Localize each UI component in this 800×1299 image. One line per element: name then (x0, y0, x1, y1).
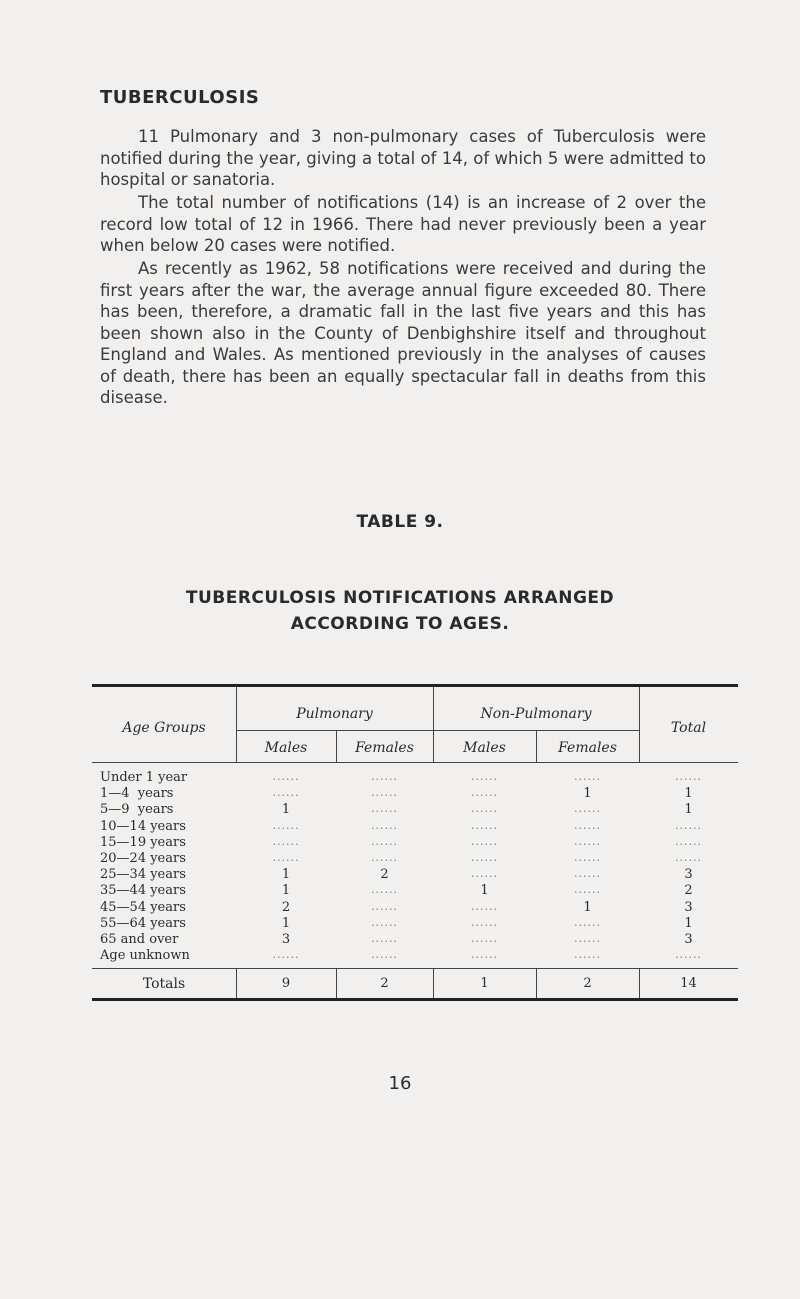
header-bottom-rule (92, 762, 738, 763)
age-group-label: 45—54 years (100, 899, 186, 915)
header-pulmonary-females: Females (355, 740, 414, 756)
cell-non-pulmonary-males-empty: ...... (471, 802, 498, 816)
table-row (92, 867, 738, 883)
cell-non-pulmonary-females: 1 (583, 899, 592, 915)
totals-non-pulmonary-males: 1 (480, 976, 489, 991)
cell-total: 3 (684, 932, 693, 947)
table-title-line-2: ACCORDING TO AGES. (290, 614, 510, 634)
vline-header-5 (639, 687, 640, 762)
cell-total: 1 (684, 915, 693, 931)
header-non-pulmonary-females: Females (558, 740, 617, 756)
cell-non-pulmonary-males: 1 (480, 883, 489, 899)
header-pulmonary-males: Males (264, 740, 308, 756)
cell-pulmonary-males-empty: ...... (272, 948, 300, 962)
cell-pulmonary-females-empty: ...... (371, 932, 398, 945)
cell-total: 1 (684, 786, 693, 802)
cell-non-pulmonary-males-empty: ...... (471, 786, 498, 800)
cell-pulmonary-males: 1 (281, 802, 291, 818)
cell-pulmonary-males: 1 (281, 915, 291, 931)
table-row (92, 802, 738, 818)
cell-pulmonary-females: 2 (380, 867, 389, 883)
paragraph-1: 11 Pulmonary and 3 non-pulmonary cases of Tuberculosis were notified during the year, giving a total of 14, of which 5 were admitted to hospital or sanatoria. (100, 127, 706, 189)
cell-non-pulmonary-females-empty: ...... (574, 932, 601, 945)
age-group-label: 55—64 years (100, 915, 186, 931)
cell-pulmonary-males: 1 (281, 883, 291, 899)
section-heading: TUBERCULOSIS (100, 87, 260, 108)
age-group-label: 5—9 years (100, 802, 174, 818)
totals-label: Totals (142, 976, 186, 992)
cell-non-pulmonary-females-empty: ...... (574, 883, 601, 897)
table-row (92, 835, 738, 851)
cell-pulmonary-females-empty: ...... (371, 802, 398, 816)
cell-pulmonary-females-empty: ...... (371, 770, 398, 783)
cell-non-pulmonary-females-empty: ...... (574, 851, 601, 864)
age-group-label: 10—14 years (100, 818, 186, 834)
cell-total-empty: ...... (675, 834, 702, 848)
cell-non-pulmonary-females-empty: ...... (574, 834, 601, 848)
age-group-label: 25—34 years (100, 867, 186, 883)
cell-total-empty: ...... (675, 948, 702, 962)
paragraph-3: As recently as 1962, 58 notifications were received and during the first years after the war, the average annual figure exceeded 80. There has been, therefore, a dramatic fall in the last five years and this has been shown also in the County of Denbighshire itself and throughout England and Wales. As mentioned previously in the analyses of causes of death, there has been an equally spectacular fall in deaths from this disease. (100, 259, 706, 407)
table-top-rule (92, 684, 738, 687)
cell-non-pulmonary-males-empty: ...... (471, 770, 498, 783)
cell-pulmonary-females-empty: ...... (371, 786, 398, 800)
cell-pulmonary-males-empty: ...... (272, 818, 300, 832)
cell-non-pulmonary-males-empty: ...... (471, 948, 498, 962)
cell-pulmonary-females-empty: ...... (371, 883, 398, 897)
cell-total-empty: ...... (675, 818, 702, 832)
vline-header-4 (536, 730, 537, 762)
totals-pulmonary-males: 9 (281, 976, 291, 991)
table-row (92, 948, 738, 964)
table-row (92, 786, 738, 802)
header-age-groups: Age Groups (122, 720, 206, 736)
totals-total: 14 (680, 976, 697, 991)
cell-total: 3 (684, 867, 693, 883)
cell-pulmonary-females-empty: ...... (371, 948, 398, 962)
vline-header-3 (433, 687, 434, 762)
age-group-label: 65 and over (100, 932, 179, 947)
cell-pulmonary-males-empty: ...... (272, 851, 300, 864)
cell-pulmonary-males-empty: ...... (272, 770, 300, 783)
age-group-label: 1—4 years (100, 786, 174, 802)
cell-non-pulmonary-females: 1 (583, 786, 592, 802)
age-group-label: Age unknown (100, 948, 190, 964)
cell-non-pulmonary-males-empty: ...... (471, 932, 498, 945)
cell-total-empty: ...... (675, 851, 702, 864)
age-group-label: 35—44 years (100, 883, 186, 899)
cell-pulmonary-males: 1 (281, 867, 291, 883)
cell-pulmonary-males-empty: ...... (272, 834, 300, 848)
totals-pulmonary-females: 2 (380, 976, 389, 991)
totals-row (92, 976, 738, 992)
table-row (92, 916, 738, 932)
header-pulmonary: Pulmonary (296, 706, 373, 722)
paragraph-2: The total number of notifications (14) is an increase of 2 over the record low total of 12 in 1966. There had never previously been a year when below 20 cases were notified. (100, 193, 706, 255)
header-non-pulmonary: Non-Pulmonary (480, 706, 592, 722)
cell-non-pulmonary-females-empty: ...... (574, 915, 601, 929)
cell-non-pulmonary-males-empty: ...... (471, 915, 498, 929)
vline-header-1 (236, 687, 237, 762)
table-title (0, 585, 800, 637)
cell-non-pulmonary-males-empty: ...... (471, 818, 498, 832)
cell-total: 1 (684, 802, 693, 818)
age-group-label: 15—19 years (100, 834, 186, 850)
cell-non-pulmonary-males-empty: ...... (471, 899, 498, 913)
table-title-line-1: TUBERCULOSIS NOTIFICATIONS ARRANGED (185, 588, 615, 608)
vline-header-2 (336, 730, 337, 762)
cell-total: 3 (684, 899, 693, 915)
cell-non-pulmonary-females-empty: ...... (574, 948, 601, 962)
cell-pulmonary-females-empty: ...... (371, 834, 398, 848)
totals-top-rule (92, 968, 738, 969)
cell-non-pulmonary-males-empty: ...... (471, 851, 498, 864)
cell-pulmonary-females-empty: ...... (371, 899, 398, 913)
cell-pulmonary-males: 3 (281, 932, 291, 947)
header-total: Total (670, 720, 707, 736)
table-row (92, 883, 738, 899)
table-row (92, 851, 738, 867)
age-group-label: 20—24 years (100, 851, 186, 866)
cell-non-pulmonary-females-empty: ...... (574, 802, 601, 816)
header-mid-rule (236, 730, 639, 731)
cell-non-pulmonary-males-empty: ...... (471, 834, 498, 848)
totals-non-pulmonary-females: 2 (583, 976, 592, 991)
cell-pulmonary-females-empty: ...... (371, 851, 398, 864)
table-label: TABLE 9. (356, 512, 444, 532)
cell-non-pulmonary-females-empty: ...... (574, 770, 601, 783)
cell-total-empty: ...... (675, 770, 702, 783)
cell-pulmonary-males-empty: ...... (272, 786, 300, 800)
page-number: 16 (388, 1073, 412, 1094)
cell-pulmonary-females-empty: ...... (371, 818, 398, 832)
table-row (92, 770, 738, 786)
cell-non-pulmonary-females-empty: ...... (574, 818, 601, 832)
table-row (92, 900, 738, 916)
age-group-label: Under 1 year (100, 770, 188, 785)
cell-non-pulmonary-females-empty: ...... (574, 867, 601, 881)
cell-pulmonary-males: 2 (281, 899, 291, 915)
header-non-pulmonary-males: Males (463, 740, 506, 756)
table-row (92, 819, 738, 835)
cell-total: 2 (684, 883, 693, 899)
cell-pulmonary-females-empty: ...... (371, 915, 398, 929)
table-bottom-rule (92, 998, 738, 1001)
cell-non-pulmonary-males-empty: ...... (471, 867, 498, 881)
table-row (92, 932, 738, 948)
